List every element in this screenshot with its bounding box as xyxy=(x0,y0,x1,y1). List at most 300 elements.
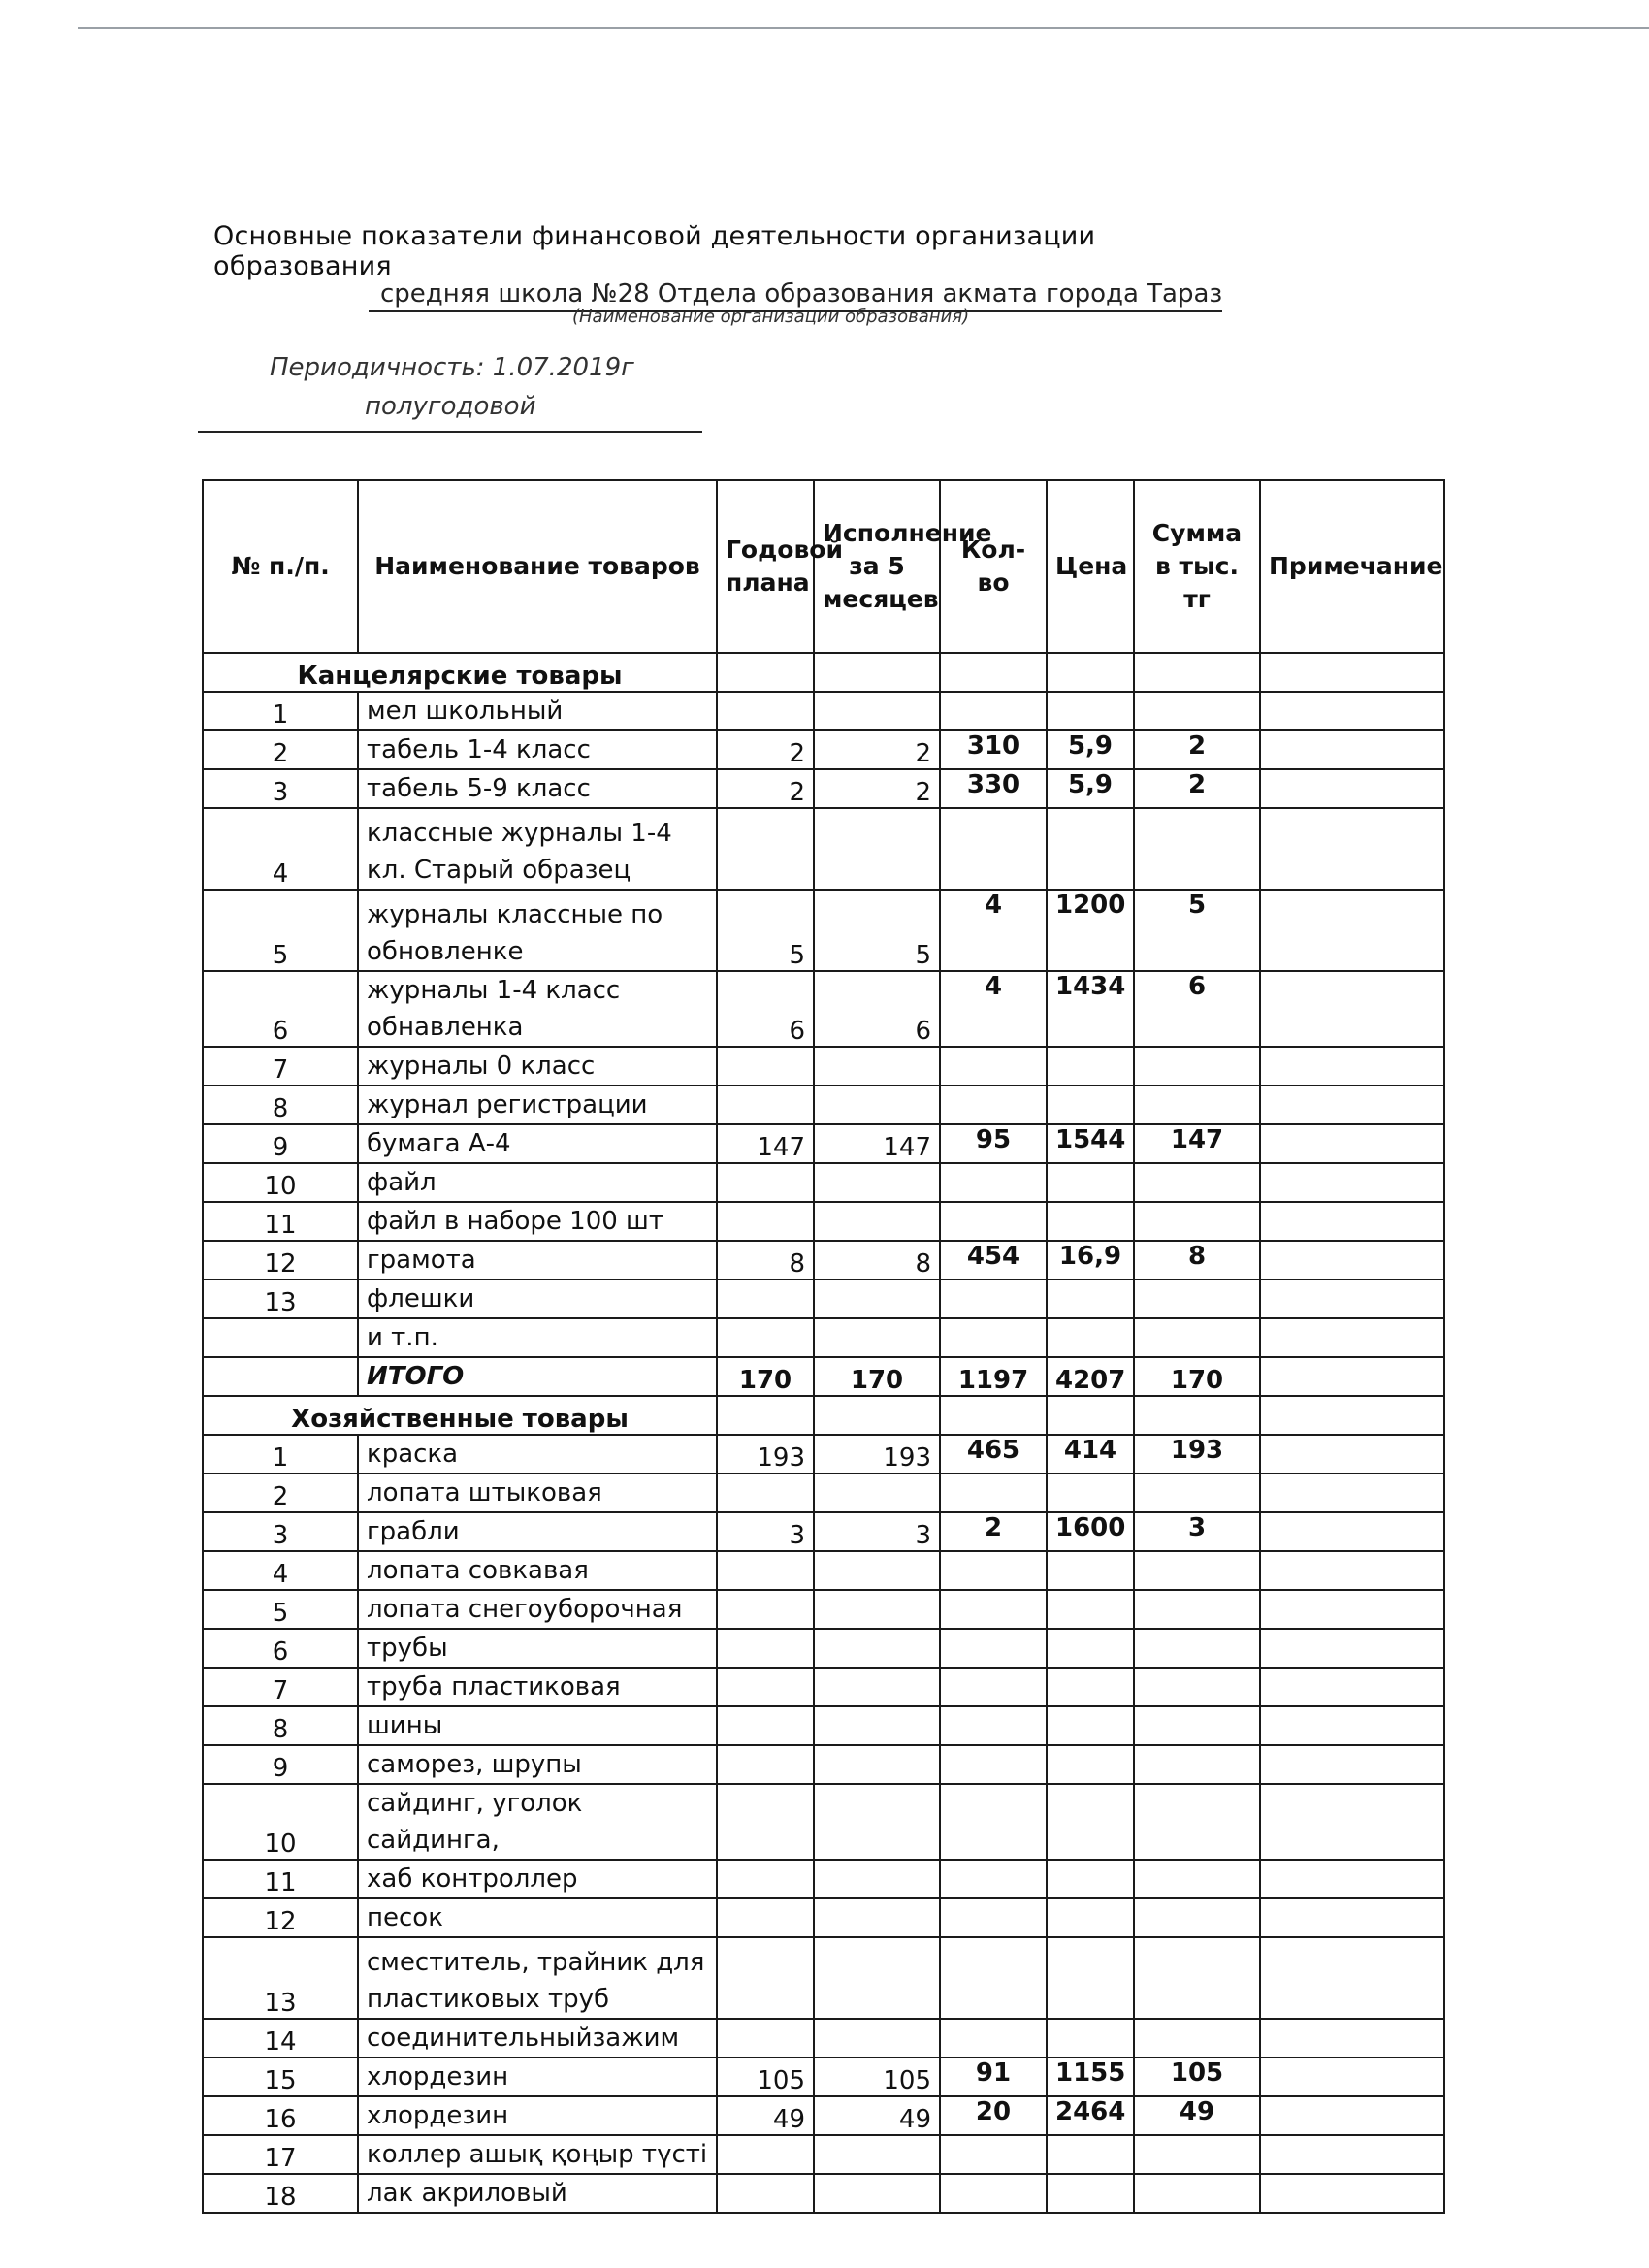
header-execution: Исполнение за 5 месяцев xyxy=(814,480,940,653)
row-number: 3 xyxy=(203,769,358,808)
cell-sum xyxy=(1134,1280,1260,1318)
row-number: 13 xyxy=(203,1280,358,1318)
cell-qty xyxy=(940,1937,1047,2019)
cell-plan xyxy=(717,1202,814,1241)
cell-price xyxy=(1047,1745,1134,1784)
cell-plan xyxy=(717,1318,814,1357)
item-name: трубы xyxy=(358,1629,717,1668)
cell-qty xyxy=(940,1163,1047,1202)
cell-exec xyxy=(814,2174,940,2213)
cell-sum: 2 xyxy=(1134,730,1260,769)
cell-qty xyxy=(940,2135,1047,2174)
table-row xyxy=(203,1784,1444,1860)
row-number: 13 xyxy=(203,1937,358,2019)
row-number: 5 xyxy=(203,1590,358,1629)
cell-exec xyxy=(814,2019,940,2057)
cell-exec: 147 xyxy=(814,1124,940,1163)
cell-sum xyxy=(1134,1629,1260,1668)
cell-plan: 105 xyxy=(717,2057,814,2096)
row-number: 3 xyxy=(203,1512,358,1551)
row-number: 7 xyxy=(203,1047,358,1085)
cell-price: 1155 xyxy=(1047,2057,1134,2096)
cell-sum xyxy=(1134,1085,1260,1124)
cell-qty xyxy=(940,2019,1047,2057)
cell-note xyxy=(1260,1202,1444,1241)
empty-cell xyxy=(814,1396,940,1435)
header-name: Наименование товаров xyxy=(358,480,717,653)
row-number: 6 xyxy=(203,1629,358,1668)
cell-sum xyxy=(1134,1745,1260,1784)
empty-cell xyxy=(814,653,940,692)
cell-sum xyxy=(1134,1860,1260,1898)
cell-exec xyxy=(814,1318,940,1357)
cell-qty: 91 xyxy=(940,2057,1047,2096)
cell-plan xyxy=(717,1668,814,1706)
cell-note xyxy=(1260,1706,1444,1745)
cell-plan: 6 xyxy=(717,971,814,1047)
cell-plan xyxy=(717,1163,814,1202)
cell-qty xyxy=(940,1047,1047,1085)
cell-plan: 8 xyxy=(717,1241,814,1280)
table-row xyxy=(203,971,1444,1047)
item-name: журналы 0 класс xyxy=(358,1047,717,1085)
cell-note xyxy=(1260,1280,1444,1318)
cell-sum xyxy=(1134,2019,1260,2057)
row-number: 12 xyxy=(203,1241,358,1280)
cell-exec xyxy=(814,692,940,730)
table-row xyxy=(203,1318,1444,1357)
table-row xyxy=(203,1551,1444,1590)
cell-plan: 5 xyxy=(717,890,814,971)
row-number: 14 xyxy=(203,2019,358,2057)
item-name: журнал регистрации xyxy=(358,1085,717,1124)
cell-note xyxy=(1260,1860,1444,1898)
cell-sum xyxy=(1134,1202,1260,1241)
row-number xyxy=(203,1318,358,1357)
row-number: 5 xyxy=(203,890,358,971)
cell-note xyxy=(1260,1435,1444,1474)
cell-note xyxy=(1260,769,1444,808)
header-plan: Годовой плана xyxy=(717,480,814,653)
cell-plan xyxy=(717,1280,814,1318)
cell-plan: 147 xyxy=(717,1124,814,1163)
cell-plan: 2 xyxy=(717,769,814,808)
cell-sum: 49 xyxy=(1134,2096,1260,2135)
item-name: табель 5-9 класс xyxy=(358,769,717,808)
cell-exec xyxy=(814,1629,940,1668)
cell-note xyxy=(1260,1784,1444,1860)
periodicity-value: полугодовой xyxy=(365,392,536,421)
cell-sum xyxy=(1134,2174,1260,2213)
cell-qty: 310 xyxy=(940,730,1047,769)
row-number: 11 xyxy=(203,1202,358,1241)
cell-note xyxy=(1260,1512,1444,1551)
table-row xyxy=(203,2019,1444,2057)
item-name: шины xyxy=(358,1706,717,1745)
row-number: 9 xyxy=(203,1124,358,1163)
row-number: 2 xyxy=(203,1474,358,1512)
table-row xyxy=(203,1202,1444,1241)
cell-note xyxy=(1260,2057,1444,2096)
cell-qty xyxy=(940,1706,1047,1745)
cell-plan xyxy=(717,1898,814,1937)
cell-note xyxy=(1260,1551,1444,1590)
header-price: Цена xyxy=(1047,480,1134,653)
cell-price xyxy=(1047,1668,1134,1706)
row-number: 6 xyxy=(203,971,358,1047)
item-name: файл в наборе 100 шт xyxy=(358,1202,717,1241)
cell-exec xyxy=(814,1202,940,1241)
cell-plan xyxy=(717,1745,814,1784)
cell-sum: 2 xyxy=(1134,769,1260,808)
cell-note xyxy=(1260,2019,1444,2057)
cell-price xyxy=(1047,808,1134,890)
total-qty: 1197 xyxy=(940,1357,1047,1396)
cell-note xyxy=(1260,1668,1444,1706)
row-number: 17 xyxy=(203,2135,358,2174)
cell-price: 1600 xyxy=(1047,1512,1134,1551)
cell-qty: 454 xyxy=(940,1241,1047,1280)
item-name: классные журналы 1-4 кл. Старый образец xyxy=(358,808,717,890)
scan-edge-line xyxy=(78,27,1649,29)
cell-price xyxy=(1047,1474,1134,1512)
cell-price xyxy=(1047,1706,1134,1745)
cell-note xyxy=(1260,1629,1444,1668)
row-number: 1 xyxy=(203,692,358,730)
cell-sum: 105 xyxy=(1134,2057,1260,2096)
table-row xyxy=(203,1512,1444,1551)
table-row xyxy=(203,890,1444,971)
cell-price xyxy=(1047,1202,1134,1241)
cell-plan xyxy=(717,1937,814,2019)
row-number: 2 xyxy=(203,730,358,769)
cell-note xyxy=(1260,971,1444,1047)
cell-exec xyxy=(814,1706,940,1745)
financial-table xyxy=(202,479,1445,2214)
cell-note xyxy=(1260,1590,1444,1629)
item-name: краска xyxy=(358,1435,717,1474)
cell-note xyxy=(1260,1163,1444,1202)
cell-exec xyxy=(814,1784,940,1860)
cell-note xyxy=(1260,1047,1444,1085)
cell-sum: 3 xyxy=(1134,1512,1260,1551)
cell-price xyxy=(1047,1047,1134,1085)
cell-exec xyxy=(814,1745,940,1784)
table-row xyxy=(203,1860,1444,1898)
cell-note xyxy=(1260,1318,1444,1357)
cell-plan xyxy=(717,1590,814,1629)
cell-qty: 4 xyxy=(940,971,1047,1047)
section-title: Хозяйственные товары xyxy=(203,1396,717,1435)
cell-sum xyxy=(1134,1047,1260,1085)
section-header-row xyxy=(203,1396,1444,1435)
cell-qty xyxy=(940,1318,1047,1357)
item-name: труба пластиковая xyxy=(358,1668,717,1706)
item-name: мел школьный xyxy=(358,692,717,730)
cell-price xyxy=(1047,1937,1134,2019)
cell-exec xyxy=(814,1163,940,1202)
cell-exec: 2 xyxy=(814,769,940,808)
cell-price xyxy=(1047,2019,1134,2057)
cell-qty xyxy=(940,1590,1047,1629)
cell-note xyxy=(1260,1241,1444,1280)
empty-cell xyxy=(1134,1396,1260,1435)
cell-plan xyxy=(717,1784,814,1860)
cell-exec: 49 xyxy=(814,2096,940,2135)
cell-plan xyxy=(717,1629,814,1668)
table-row xyxy=(203,1590,1444,1629)
cell-sum xyxy=(1134,808,1260,890)
row-number: 8 xyxy=(203,1085,358,1124)
empty-cell xyxy=(1260,1396,1444,1435)
cell-exec xyxy=(814,2135,940,2174)
item-name: сайдинг, уголок сайдинга, xyxy=(358,1784,717,1860)
cell-price: 1544 xyxy=(1047,1124,1134,1163)
cell-sum: 5 xyxy=(1134,890,1260,971)
item-name: лопата совкавая xyxy=(358,1551,717,1590)
item-name: лопата штыковая xyxy=(358,1474,717,1512)
table-row xyxy=(203,730,1444,769)
cell-price: 5,9 xyxy=(1047,730,1134,769)
table-row xyxy=(203,1937,1444,2019)
cell-plan: 2 xyxy=(717,730,814,769)
empty-cell xyxy=(203,1357,358,1396)
cell-note xyxy=(1260,1124,1444,1163)
empty-cell xyxy=(940,1396,1047,1435)
empty-cell xyxy=(717,653,814,692)
empty-cell xyxy=(1260,653,1444,692)
cell-qty xyxy=(940,1085,1047,1124)
cell-price: 1434 xyxy=(1047,971,1134,1047)
cell-exec xyxy=(814,808,940,890)
cell-note xyxy=(1260,2135,1444,2174)
section-header-row xyxy=(203,653,1444,692)
cell-exec: 105 xyxy=(814,2057,940,2096)
total-label: ИТОГО xyxy=(358,1357,717,1396)
cell-price xyxy=(1047,1784,1134,1860)
cell-note xyxy=(1260,890,1444,971)
cell-qty xyxy=(940,1474,1047,1512)
total-exec: 170 xyxy=(814,1357,940,1396)
row-number: 18 xyxy=(203,2174,358,2213)
item-name: саморез, шрупы xyxy=(358,1745,717,1784)
cell-plan xyxy=(717,2135,814,2174)
cell-exec xyxy=(814,1668,940,1706)
cell-sum xyxy=(1134,1898,1260,1937)
empty-cell xyxy=(940,653,1047,692)
cell-qty: 95 xyxy=(940,1124,1047,1163)
cell-note xyxy=(1260,1085,1444,1124)
cell-qty xyxy=(940,1784,1047,1860)
cell-price xyxy=(1047,1085,1134,1124)
cell-price xyxy=(1047,1280,1134,1318)
cell-price: 1200 xyxy=(1047,890,1134,971)
empty-cell xyxy=(1047,1396,1134,1435)
item-name: и т.п. xyxy=(358,1318,717,1357)
table-row xyxy=(203,1047,1444,1085)
cell-sum: 147 xyxy=(1134,1124,1260,1163)
periodicity-label: Периодичность: 1.07.2019г xyxy=(270,353,634,382)
cell-sum xyxy=(1134,692,1260,730)
table-row xyxy=(203,1629,1444,1668)
table-row xyxy=(203,2057,1444,2096)
cell-exec xyxy=(814,1551,940,1590)
item-name: соединительныйзажим xyxy=(358,2019,717,2057)
cell-qty xyxy=(940,1280,1047,1318)
cell-qty xyxy=(940,1745,1047,1784)
row-number: 10 xyxy=(203,1163,358,1202)
item-name: хаб контроллер xyxy=(358,1860,717,1898)
table-row xyxy=(203,1435,1444,1474)
cell-sum xyxy=(1134,1551,1260,1590)
cell-price xyxy=(1047,1163,1134,1202)
organization-caption: (Наименование организации образования) xyxy=(572,307,970,327)
cell-exec xyxy=(814,1590,940,1629)
item-name: лак акриловый xyxy=(358,2174,717,2213)
cell-note xyxy=(1260,692,1444,730)
cell-plan xyxy=(717,1706,814,1745)
cell-sum: 193 xyxy=(1134,1435,1260,1474)
table-row xyxy=(203,1085,1444,1124)
cell-sum xyxy=(1134,1706,1260,1745)
item-name: сместитель, трайник для пластиковых труб xyxy=(358,1937,717,2019)
cell-price: 414 xyxy=(1047,1435,1134,1474)
cell-sum: 8 xyxy=(1134,1241,1260,1280)
row-number: 7 xyxy=(203,1668,358,1706)
cell-price: 5,9 xyxy=(1047,769,1134,808)
row-number: 4 xyxy=(203,808,358,890)
table-row xyxy=(203,1280,1444,1318)
cell-plan xyxy=(717,1474,814,1512)
row-number: 10 xyxy=(203,1784,358,1860)
item-name: песок xyxy=(358,1898,717,1937)
cell-price xyxy=(1047,2174,1134,2213)
cell-price: 2464 xyxy=(1047,2096,1134,2135)
cell-qty xyxy=(940,2174,1047,2213)
item-name: табель 1-4 класс xyxy=(358,730,717,769)
cell-price xyxy=(1047,1860,1134,1898)
cell-exec: 6 xyxy=(814,971,940,1047)
cell-price: 16,9 xyxy=(1047,1241,1134,1280)
cell-exec xyxy=(814,1860,940,1898)
item-name: бумага А-4 xyxy=(358,1124,717,1163)
table-row xyxy=(203,769,1444,808)
empty-cell xyxy=(1047,653,1134,692)
cell-sum xyxy=(1134,1784,1260,1860)
cell-sum xyxy=(1134,2135,1260,2174)
table-row xyxy=(203,1745,1444,1784)
row-number: 9 xyxy=(203,1745,358,1784)
organization-name: средняя школа №28 Отдела образования акмата города Тараз xyxy=(380,279,1223,308)
cell-qty: 4 xyxy=(940,890,1047,971)
table-row xyxy=(203,1668,1444,1706)
cell-qty: 330 xyxy=(940,769,1047,808)
item-name: хлордезин xyxy=(358,2057,717,2096)
cell-qty: 2 xyxy=(940,1512,1047,1551)
cell-plan xyxy=(717,1860,814,1898)
item-name: флешки xyxy=(358,1280,717,1318)
cell-exec xyxy=(814,1937,940,2019)
cell-exec: 2 xyxy=(814,730,940,769)
total-note xyxy=(1260,1357,1444,1396)
cell-sum xyxy=(1134,1590,1260,1629)
cell-exec: 8 xyxy=(814,1241,940,1280)
table-header-row xyxy=(203,480,1444,653)
cell-sum xyxy=(1134,1668,1260,1706)
cell-plan xyxy=(717,1551,814,1590)
cell-exec xyxy=(814,1085,940,1124)
cell-plan xyxy=(717,692,814,730)
cell-note xyxy=(1260,2096,1444,2135)
total-price: 4207 xyxy=(1047,1357,1134,1396)
cell-qty xyxy=(940,808,1047,890)
empty-cell xyxy=(717,1396,814,1435)
row-number: 4 xyxy=(203,1551,358,1590)
cell-qty xyxy=(940,1629,1047,1668)
cell-plan: 49 xyxy=(717,2096,814,2135)
item-name: файл xyxy=(358,1163,717,1202)
table-row xyxy=(203,2135,1444,2174)
cell-note xyxy=(1260,730,1444,769)
item-name: грамота xyxy=(358,1241,717,1280)
table-row xyxy=(203,2096,1444,2135)
row-number: 1 xyxy=(203,1435,358,1474)
cell-qty xyxy=(940,1202,1047,1241)
cell-exec: 193 xyxy=(814,1435,940,1474)
cell-exec: 5 xyxy=(814,890,940,971)
cell-qty: 20 xyxy=(940,2096,1047,2135)
row-number: 11 xyxy=(203,1860,358,1898)
table-row xyxy=(203,1241,1444,1280)
cell-qty xyxy=(940,1551,1047,1590)
item-name: коллер ашық қоңыр түсті xyxy=(358,2135,717,2174)
item-name: лопата снегоуборочная xyxy=(358,1590,717,1629)
cell-sum xyxy=(1134,1474,1260,1512)
table-row xyxy=(203,808,1444,890)
row-number: 12 xyxy=(203,1898,358,1937)
item-name: хлордезин xyxy=(358,2096,717,2135)
cell-plan xyxy=(717,808,814,890)
cell-plan xyxy=(717,2174,814,2213)
cell-sum xyxy=(1134,1163,1260,1202)
table-row xyxy=(203,1124,1444,1163)
row-number: 15 xyxy=(203,2057,358,2096)
periodicity-line xyxy=(198,390,702,433)
row-number: 16 xyxy=(203,2096,358,2135)
total-sum: 170 xyxy=(1134,1357,1260,1396)
cell-price xyxy=(1047,1318,1134,1357)
cell-qty xyxy=(940,1860,1047,1898)
cell-note xyxy=(1260,1898,1444,1937)
cell-sum: 6 xyxy=(1134,971,1260,1047)
cell-qty xyxy=(940,1668,1047,1706)
cell-sum xyxy=(1134,1937,1260,2019)
table-row xyxy=(203,1898,1444,1937)
cell-price xyxy=(1047,1590,1134,1629)
item-name: грабли xyxy=(358,1512,717,1551)
table-row xyxy=(203,692,1444,730)
cell-price xyxy=(1047,1629,1134,1668)
table-row xyxy=(203,2174,1444,2213)
item-name: журналы 1-4 класс обнавленка xyxy=(358,971,717,1047)
document-title: Основные показатели финансовой деятельности организации образования xyxy=(213,221,1096,281)
total-row xyxy=(203,1357,1444,1396)
cell-price xyxy=(1047,692,1134,730)
cell-note xyxy=(1260,1937,1444,2019)
cell-note xyxy=(1260,1474,1444,1512)
cell-exec xyxy=(814,1474,940,1512)
cell-plan xyxy=(717,1047,814,1085)
